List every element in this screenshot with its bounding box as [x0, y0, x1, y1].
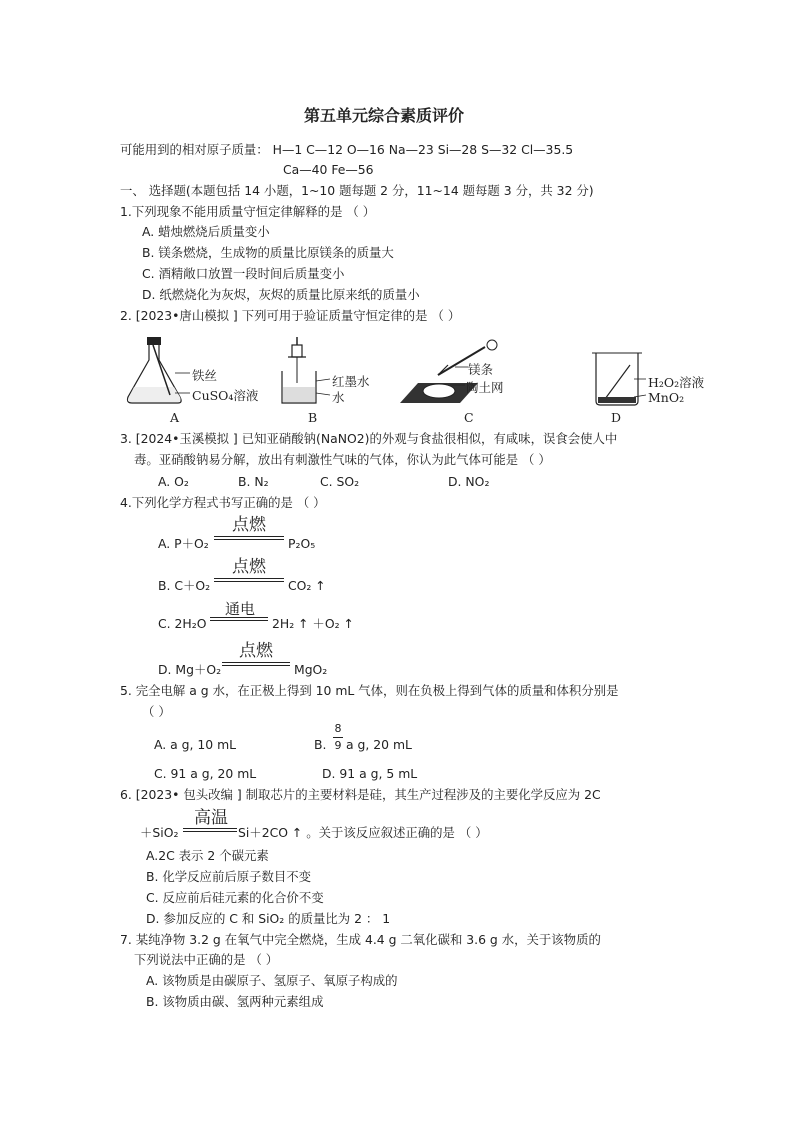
q7-option-a: A. 该物质是由碳原子、氢原子、氧原子构成的	[146, 973, 398, 988]
q4-b-arrow-top	[214, 578, 284, 579]
q4-option-a-right: P₂O₅	[288, 536, 316, 551]
q1-stem: 1.下列现象不能用质量守恒定律解释的是 （ ）	[120, 204, 376, 219]
figure-a-flask	[128, 337, 191, 403]
figure-b-beaker	[282, 337, 330, 403]
fig-caption-d: D	[611, 410, 622, 425]
q1-option-a: A. 蜡烛燃烧后质量变小	[142, 224, 270, 239]
q4-option-c-right: 2H₂ ↑ ＋O₂ ↑	[272, 616, 354, 631]
q6-arrow-top	[183, 828, 237, 829]
q4-option-b-right: CO₂ ↑	[288, 578, 326, 593]
fig-b-label-water: 水	[332, 390, 345, 405]
figure-d-beaker	[592, 353, 646, 405]
q1-option-c: C. 酒精敞口放置一段时间后质量变小	[142, 266, 345, 281]
q7-line-1: 7. 某纯净物 3.2 g 在氧气中完全燃烧，生成 4.4 g 二氧化碳和 3.6 g 水，关于该物质的	[120, 932, 601, 947]
q4-d-condition: 点燃	[239, 641, 273, 661]
q3-option-c: C. SO₂	[320, 474, 360, 489]
q6-option-a: A.2C 表示 2 个碳元素	[146, 848, 269, 863]
q5-option-b-rest: a g, 20 mL	[346, 737, 412, 752]
fig-c-label-mg-strip: 镁条	[468, 362, 494, 377]
q6-option-d: D. 参加反应的 C 和 SiO₂ 的质量比为 2 ： 1	[146, 911, 391, 926]
q4-b-arrow-bottom	[214, 581, 284, 582]
atomic-mass-line-1: 可能用到的相对原子质量： H—1 C—12 O—16 Na—23 Si—28 S—32 Cl—35.5	[120, 142, 574, 157]
q5-option-b-numerator: 8	[334, 722, 342, 735]
q3-line-2: 毒。亚硝酸钠易分解，放出有刺激性气味的气体，你认为此气体可能是 （ ）	[134, 452, 551, 467]
fig-d-label-h2o2: H₂O₂溶液	[648, 375, 705, 390]
q6-equation-left: ＋SiO₂	[140, 825, 179, 840]
fig-caption-c: C	[464, 410, 474, 425]
q1-option-d: D. 纸燃烧化为灰烬，灰烬的质量比原来纸的质量小	[142, 287, 420, 302]
q1-option-b: B. 镁条燃烧，生成物的质量比原镁条的质量大	[142, 245, 394, 260]
atomic-mass-line-2: Ca—40 Fe—56	[283, 162, 374, 177]
q7-line-2: 下列说法中正确的是 （ ）	[134, 952, 279, 967]
q4-a-condition: 点燃	[232, 515, 266, 535]
q5-line-1: 5. 完全电解 a g 水，在正极上得到 10 mL 气体，则在负极上得到气体的质量和体积分别是	[120, 683, 619, 698]
q4-c-arrow-bottom	[210, 620, 268, 621]
q3-option-a: A. O₂	[158, 474, 189, 489]
q3-option-d: D. NO₂	[448, 474, 490, 489]
q5-option-b-fraction-bar	[333, 737, 343, 738]
q5-option-b-prefix: B.	[314, 737, 327, 752]
q2-stem: 2. [2023•唐山模拟 ] 下列可用于验证质量守恒定律的是 （ ）	[120, 308, 461, 323]
q6-condition: 高温	[194, 808, 228, 828]
fig-b-label-red-ink: 红墨水	[332, 374, 370, 389]
q6-line-1: 6. [2023• 包头改编 ] 制取芯片的主要材料是硅，其生产过程涉及的主要化学反应为 2C	[120, 787, 601, 802]
fig-caption-a: A	[170, 410, 180, 425]
q5-option-b-denominator: 9	[334, 739, 342, 752]
page-title: 第五单元综合素质评价	[304, 106, 465, 125]
q4-c-arrow-top	[210, 617, 268, 618]
q6-arrow-bottom	[183, 831, 237, 832]
q6-option-c: C. 反应前后硅元素的化合价不变	[146, 890, 324, 905]
q4-a-arrow-bottom	[214, 539, 284, 540]
q4-option-a-left: A. P＋O₂	[158, 536, 209, 551]
q4-d-arrow-bottom	[222, 665, 290, 666]
fig-caption-b: B	[308, 410, 318, 425]
q3-line-1: 3. [2024•玉溪模拟 ] 已知亚硝酸钠(NaNO2)的外观与食盐很相似，有咸味，误食会使人中	[120, 431, 618, 446]
q3-option-b: B. N₂	[238, 474, 269, 489]
fig-d-label-mno2: MnO₂	[648, 390, 685, 405]
q4-c-condition: 通电	[224, 600, 255, 618]
q4-stem: 4.下列化学方程式书写正确的是 （ ）	[120, 495, 326, 510]
q4-option-c-left: C. 2H₂O	[158, 616, 207, 631]
q7-option-b: B. 该物质由碳、氢两种元素组成	[146, 994, 324, 1009]
q5-line-2: （ ）	[142, 704, 171, 719]
q4-d-arrow-top	[222, 662, 290, 663]
q6-equation-right: Si＋2CO ↑ 。关于该反应叙述正确的是 （ ）	[238, 825, 488, 840]
fig-a-label-iron-wire: 铁丝	[192, 368, 218, 383]
q4-a-arrow-top	[214, 536, 284, 537]
q6-option-b: B. 化学反应前后原子数目不变	[146, 869, 312, 884]
fig-c-label-gauze: 陶土网	[466, 380, 504, 395]
q5-option-c: C. 91 a g, 20 mL	[154, 766, 257, 781]
q5-option-a: A. a g, 10 mL	[154, 737, 237, 752]
q4-option-d-right: MgO₂	[294, 662, 328, 677]
q5-option-d: D. 91 a g, 5 mL	[322, 766, 418, 781]
q4-b-condition: 点燃	[232, 557, 266, 577]
fig-a-label-cuso4: CuSO₄溶液	[192, 388, 259, 403]
q4-option-b-left: B. C＋O₂	[158, 578, 211, 593]
section-heading: 一、 选择题(本题包括 14 小题，1~10 题每题 2 分，11~14 题每题 3 分，共 32 分)	[120, 183, 594, 198]
q4-option-d-left: D. Mg＋O₂	[158, 662, 222, 677]
